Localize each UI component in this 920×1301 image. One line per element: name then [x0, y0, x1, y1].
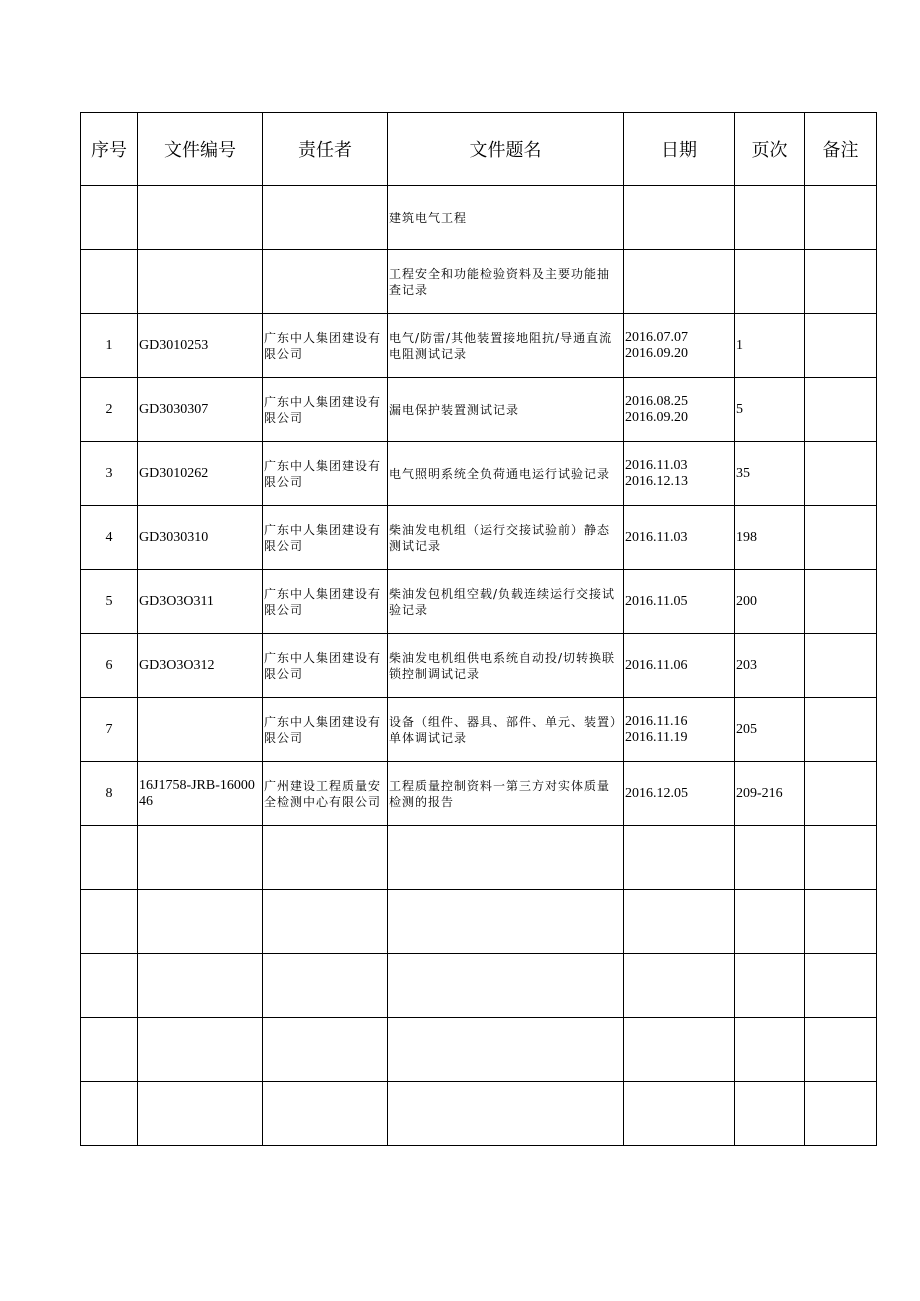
cell-page: 5 — [735, 378, 805, 442]
cell-seq — [81, 1082, 138, 1146]
header-remark: 备注 — [805, 113, 877, 186]
cell-date — [624, 186, 735, 250]
table-row — [81, 570, 877, 634]
date-line-1: 2016.11.03 — [625, 457, 688, 473]
cell-seq: 7 — [81, 698, 138, 762]
cell-page: 1 — [735, 314, 805, 378]
cell-remark — [805, 826, 877, 890]
date-line-1: 2016.12.05 — [625, 785, 688, 801]
cell-owner: 广东中人集团建设有限公司 — [263, 314, 388, 378]
cell-date — [624, 1082, 735, 1146]
cell-owner: 广东中人集团建设有限公司 — [263, 442, 388, 506]
cell-date — [624, 954, 735, 1018]
cell-seq: 1 — [81, 314, 138, 378]
cell-remark — [805, 698, 877, 762]
cell-page: 205 — [735, 698, 805, 762]
cell-seq — [81, 1018, 138, 1082]
cell-remark — [805, 442, 877, 506]
cell-doc-no — [138, 250, 263, 314]
cell-remark — [805, 378, 877, 442]
cell-doc-no: 16J1758-JRB-1600046 — [138, 762, 263, 826]
cell-title — [388, 826, 624, 890]
table-row — [81, 378, 877, 442]
cell-title: 设备（组件、器具、部件、单元、装置）单体调试记录 — [388, 698, 624, 762]
cell-seq — [81, 250, 138, 314]
cell-doc-no — [138, 954, 263, 1018]
table-row — [81, 762, 877, 826]
table-row — [81, 186, 877, 250]
cell-seq: 5 — [81, 570, 138, 634]
cell-title: 工程质量控制资料一第三方对实体质量检测的报告 — [388, 762, 624, 826]
cell-owner — [263, 1082, 388, 1146]
table-row — [81, 698, 877, 762]
cell-page — [735, 890, 805, 954]
table-row — [81, 314, 877, 378]
cell-page — [735, 954, 805, 1018]
cell-remark — [805, 506, 877, 570]
cell-page — [735, 1018, 805, 1082]
cell-doc-no: GD3030310 — [138, 506, 263, 570]
table-row — [81, 890, 877, 954]
cell-title: 柴油发包机组空载/负载连续运行交接试验记录 — [388, 570, 624, 634]
date-line-2: 2016.12.13 — [625, 473, 688, 489]
cell-owner — [263, 826, 388, 890]
cell-doc-no: GD3O3O312 — [138, 634, 263, 698]
document-index-table — [80, 112, 877, 1146]
cell-remark — [805, 186, 877, 250]
cell-date — [624, 506, 735, 570]
date-line-1: 2016.11.03 — [625, 529, 688, 545]
cell-date — [624, 890, 735, 954]
date-line-1: 2016.07.07 — [625, 329, 688, 345]
cell-title — [388, 1018, 624, 1082]
cell-owner — [263, 250, 388, 314]
date-line-1: 2016.11.06 — [625, 657, 688, 673]
cell-seq — [81, 954, 138, 1018]
cell-seq: 8 — [81, 762, 138, 826]
cell-owner — [263, 1018, 388, 1082]
cell-remark — [805, 570, 877, 634]
cell-page — [735, 826, 805, 890]
cell-doc-no — [138, 698, 263, 762]
header-seq: 序号 — [81, 113, 138, 186]
cell-remark — [805, 634, 877, 698]
table-row — [81, 954, 877, 1018]
cell-remark — [805, 1082, 877, 1146]
header-owner: 责任者 — [263, 113, 388, 186]
date-line-2: 2016.09.20 — [625, 409, 688, 425]
cell-date — [624, 314, 735, 378]
cell-title: 漏电保护装置测试记录 — [388, 378, 624, 442]
header-date: 日期 — [624, 113, 735, 186]
table-row — [81, 634, 877, 698]
cell-owner: 广州建设工程质量安全检测中心有限公司 — [263, 762, 388, 826]
cell-owner: 广东中人集团建设有限公司 — [263, 378, 388, 442]
cell-seq — [81, 826, 138, 890]
cell-owner: 广东中人集团建设有限公司 — [263, 698, 388, 762]
cell-doc-no: GD3030307 — [138, 378, 263, 442]
cell-date — [624, 762, 735, 826]
cell-title: 电气/防雷/其他装置接地阻抗/导通直流电阻测试记录 — [388, 314, 624, 378]
cell-title — [388, 954, 624, 1018]
cell-seq: 4 — [81, 506, 138, 570]
cell-doc-no — [138, 1018, 263, 1082]
date-line-1: 2016.11.16 — [625, 713, 688, 729]
cell-seq — [81, 890, 138, 954]
cell-doc-no: GD3O3O311 — [138, 570, 263, 634]
cell-date — [624, 570, 735, 634]
cell-date — [624, 442, 735, 506]
cell-date — [624, 378, 735, 442]
cell-title: 建筑电气工程 — [388, 186, 624, 250]
header-doc-no: 文件编号 — [138, 113, 263, 186]
cell-page: 35 — [735, 442, 805, 506]
cell-date — [624, 250, 735, 314]
cell-seq: 6 — [81, 634, 138, 698]
date-line-1: 2016.11.05 — [625, 593, 688, 609]
cell-page: 200 — [735, 570, 805, 634]
cell-page: 203 — [735, 634, 805, 698]
cell-seq — [81, 186, 138, 250]
cell-doc-no — [138, 1082, 263, 1146]
cell-page — [735, 1082, 805, 1146]
cell-date — [624, 826, 735, 890]
cell-owner: 广东中人集团建设有限公司 — [263, 634, 388, 698]
cell-title — [388, 1082, 624, 1146]
table-row — [81, 1082, 877, 1146]
cell-page: 198 — [735, 506, 805, 570]
cell-owner — [263, 890, 388, 954]
cell-doc-no: GD3010262 — [138, 442, 263, 506]
cell-title: 电气照明系统全负荷通电运行试验记录 — [388, 442, 624, 506]
cell-date — [624, 1018, 735, 1082]
date-line-1: 2016.08.25 — [625, 393, 688, 409]
cell-owner: 广东中人集团建设有限公司 — [263, 570, 388, 634]
cell-page — [735, 186, 805, 250]
cell-doc-no — [138, 186, 263, 250]
table-row — [81, 442, 877, 506]
header-title: 文件题名 — [388, 113, 624, 186]
table-row — [81, 506, 877, 570]
cell-remark — [805, 954, 877, 1018]
table-header-row — [81, 113, 877, 186]
header-page: 页次 — [735, 113, 805, 186]
date-line-2: 2016.11.19 — [625, 729, 688, 745]
cell-title: 柴油发电机组（运行交接试验前）静态测试记录 — [388, 506, 624, 570]
table-row — [81, 1018, 877, 1082]
cell-owner — [263, 186, 388, 250]
cell-remark — [805, 1018, 877, 1082]
cell-title — [388, 890, 624, 954]
cell-date — [624, 698, 735, 762]
date-line-2: 2016.09.20 — [625, 345, 688, 361]
cell-doc-no — [138, 890, 263, 954]
cell-seq: 2 — [81, 378, 138, 442]
cell-title: 柴油发电机组供电系统自动投/切转换联锁控制调试记录 — [388, 634, 624, 698]
cell-remark — [805, 890, 877, 954]
cell-remark — [805, 762, 877, 826]
cell-page — [735, 250, 805, 314]
cell-seq: 3 — [81, 442, 138, 506]
cell-remark — [805, 314, 877, 378]
cell-page: 209-216 — [735, 762, 805, 826]
table-row — [81, 826, 877, 890]
cell-doc-no: GD3010253 — [138, 314, 263, 378]
cell-owner — [263, 954, 388, 1018]
cell-owner: 广东中人集团建设有限公司 — [263, 506, 388, 570]
table-row — [81, 250, 877, 314]
cell-date — [624, 634, 735, 698]
cell-doc-no — [138, 826, 263, 890]
cell-title: 工程安全和功能检验资料及主要功能抽查记录 — [388, 250, 624, 314]
cell-remark — [805, 250, 877, 314]
